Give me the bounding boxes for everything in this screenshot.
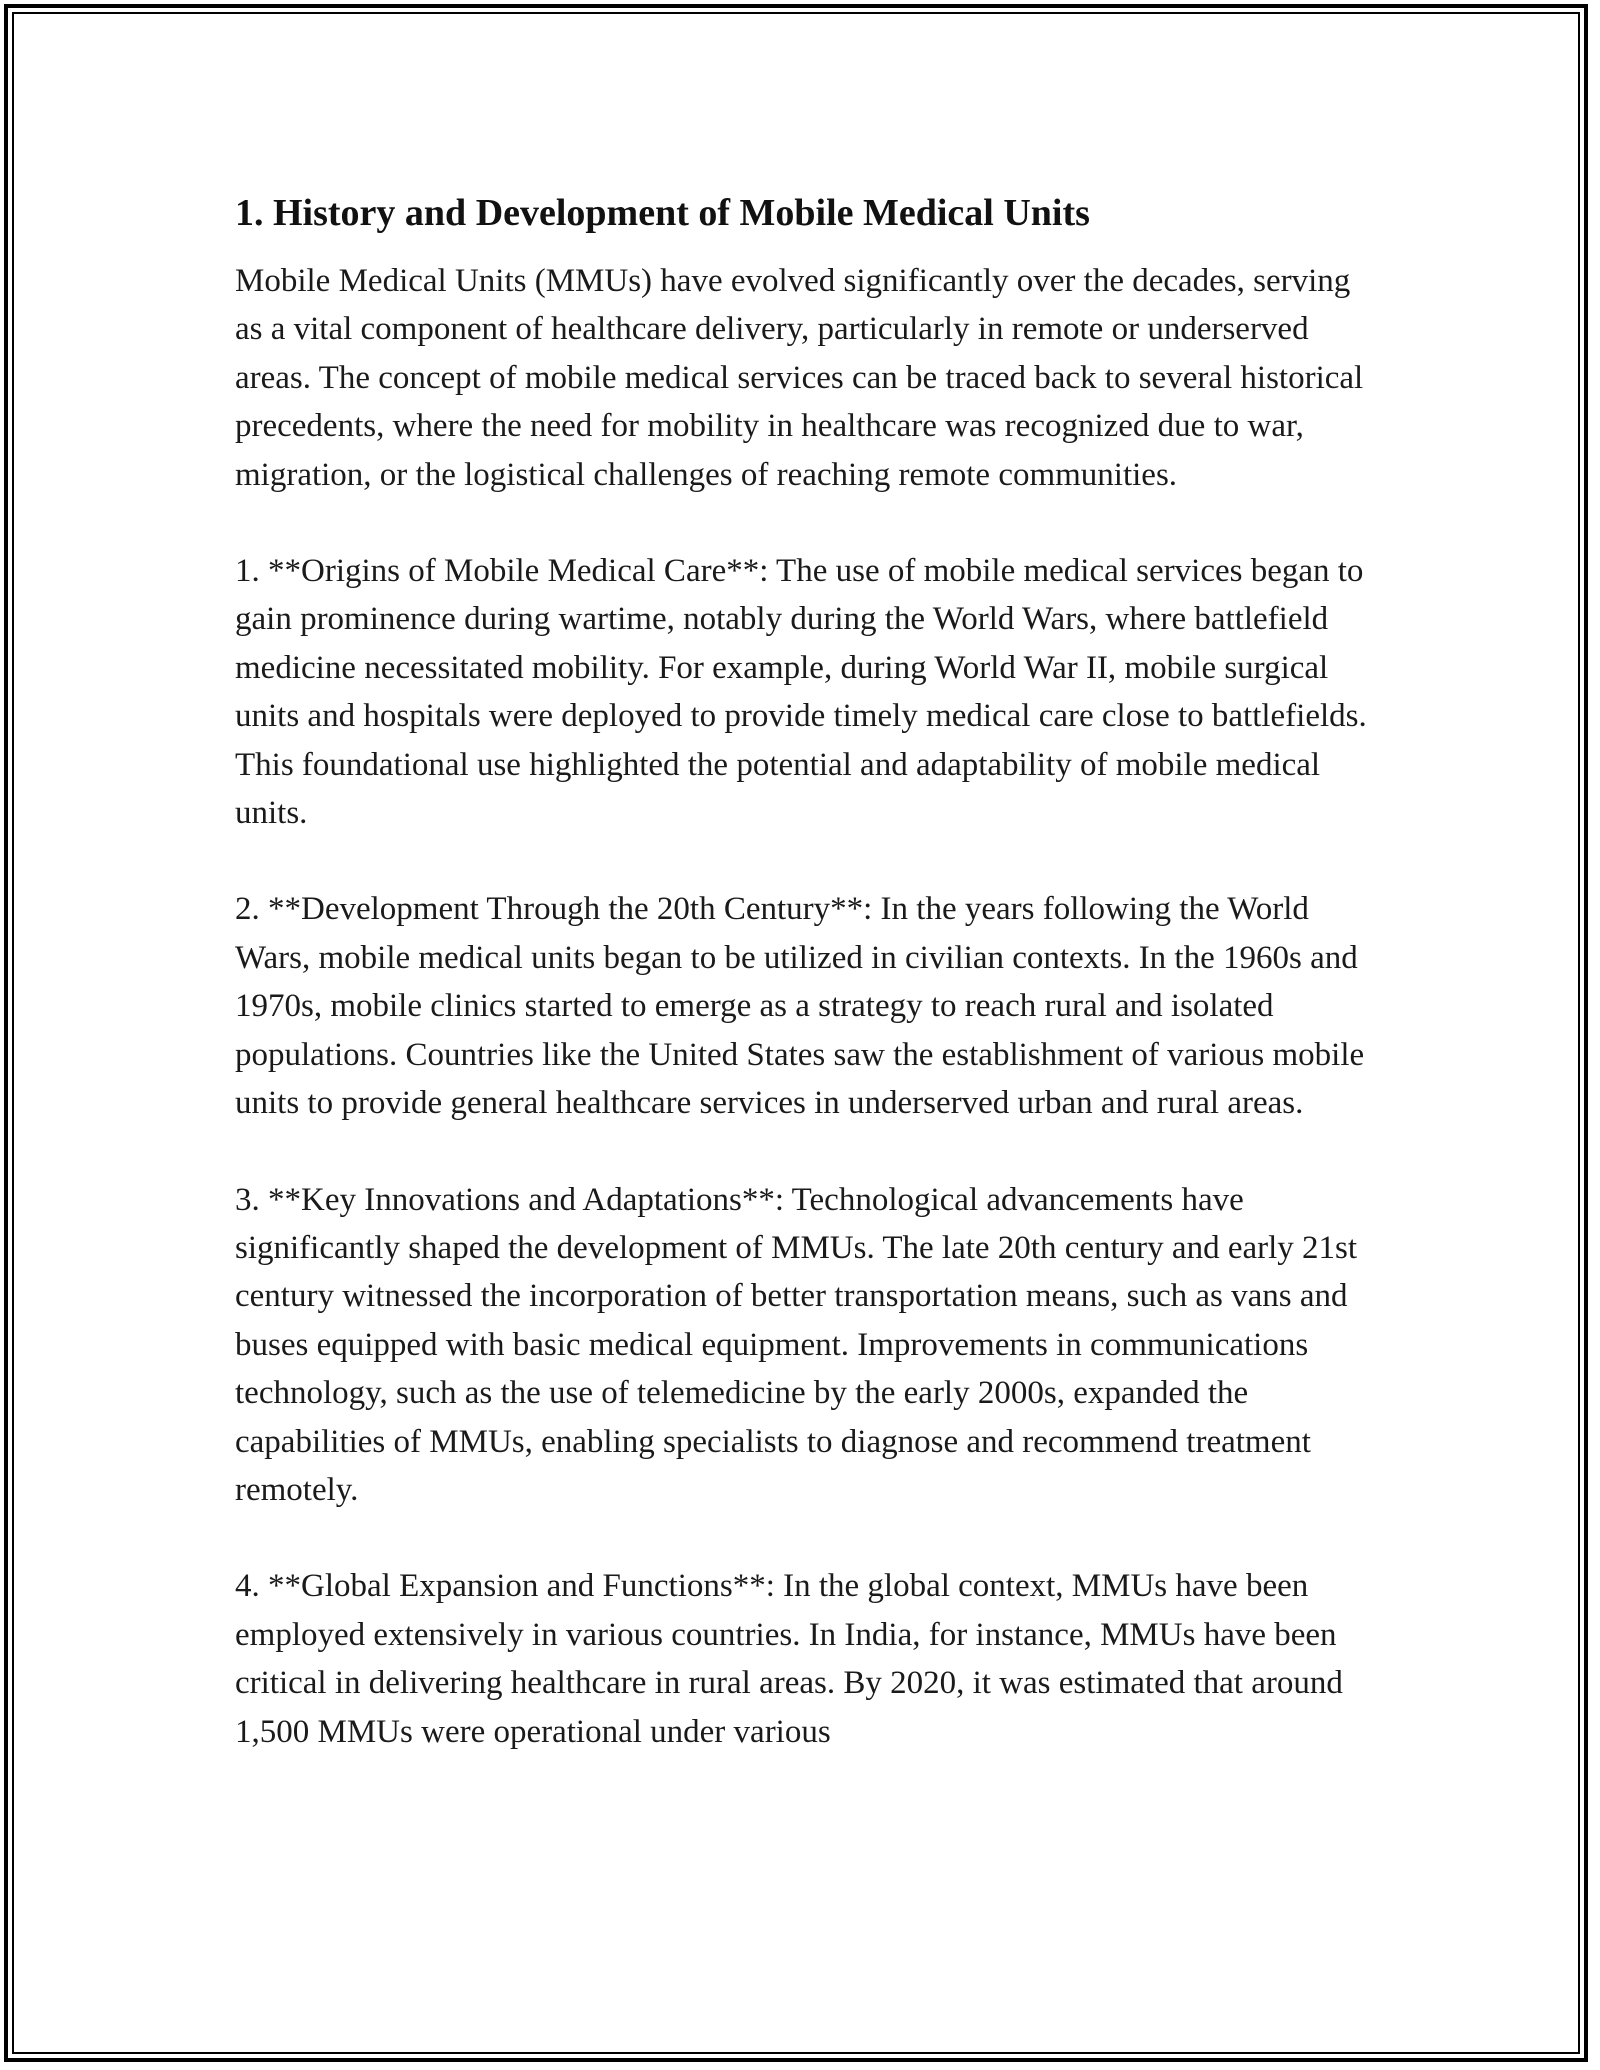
paragraph-origins: 1. **Origins of Mobile Medical Care**: The use of mobile medical services began to gain prominence during wartime, notably during the World Wars, where battlefield medicine necessitated mobility. For example, during World War II, mobile surgical units and hospitals were deployed to provide timely medical care close to battlefields. This foundational use highlighted the potential and adaptability of mobile medical units. xyxy=(235,553,1367,832)
paragraph-global-expansion: 4. **Global Expansion and Functions**: In the global context, MMUs have been employed extensively in various countries. In India, for instance, MMUs have been critical in delivering healthcare in rural areas. By 2020, it was estimated that around 1,500 MMUs were operational under various xyxy=(235,1568,1343,1750)
section-heading: 1. History and Development of Mobile Medical Units xyxy=(235,192,1090,234)
paragraph-20th-century: 2. **Development Through the 20th Century**: In the years following the World Wars, mobile medical units began to be utilized in civilian contexts. In the 1960s and 1970s, mobile clinics started to emerge as a strategy to reach rural and isolated populations. Countries like the United States saw the establishment of various mobile units to provide general healthcare services in underserved urban and rural areas. xyxy=(235,891,1365,1122)
document-body xyxy=(235,185,1375,1804)
intro-paragraph: Mobile Medical Units (MMUs) have evolved significantly over the decades, serving as a vital component of healthcare delivery, particularly in remote or underserved areas. The concept of mobile medical services can be traced back to several historical precedents, where the need for mobility in healthcare was recognized due to war, migration, or the logistical challenges of reaching remote communities. xyxy=(235,263,1364,493)
paragraph-innovations: 3. **Key Innovations and Adaptations**: Technological advancements have significantly shaped the development of MMUs. The late 20th century and early 21st century witnessed the incorporation of better transportation means, such as vans and buses equipped with basic medical equipment. Improvements in communications technology, such as the use of telemedicine by the early 2000s, expanded the capabilities of MMUs, enabling specialists to diagnose and recommend treatment remotely. xyxy=(235,1181,1358,1508)
